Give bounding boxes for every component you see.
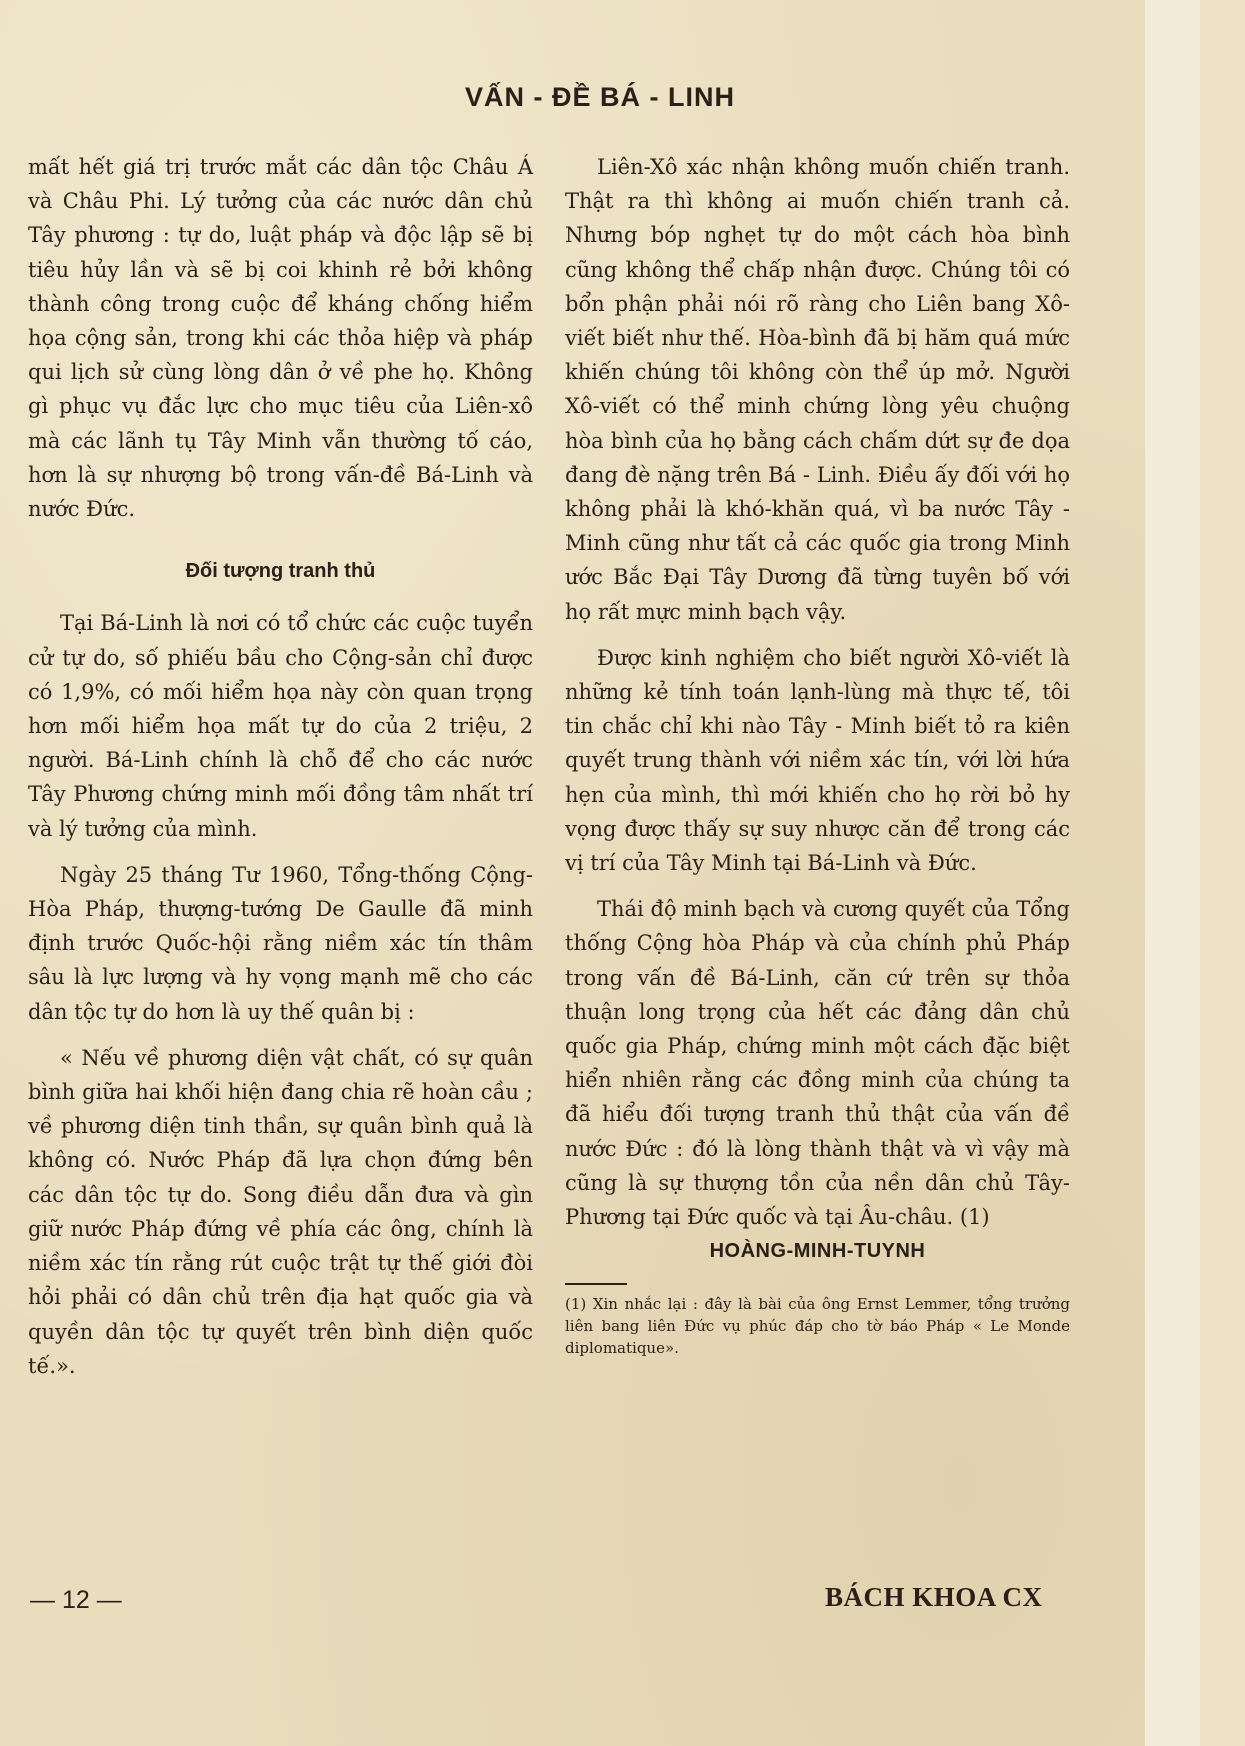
left-paragraph-2: Tại Bá-Linh là nơi có tổ chức các cuộc tuyển cử tự do, số phiếu bầu cho Cộng-sản chỉ được có 1,9%, có mối hiểm họa này còn quan trọng hơn mối hiểm họa mất tự do của 2 triệu, 2 người. Bá-Linh chính là chỗ để cho các nước Tây Phương chứng minh mối đồng tâm nhất trí và lý tưởng của mình. <box>28 611 533 841</box>
left-column <box>28 150 533 1383</box>
running-header: VẤN - ĐỀ BÁ - LINH <box>465 82 735 112</box>
right-paragraph-1: Liên-Xô xác nhận không muốn chiến tranh. Thật ra thì không ai muốn chiến tranh cả. Nhưng bóp nghẹt tự do một cách hòa bình cũng không thể chấp nhận được. Chúng tôi có bổn phận phải nói rõ ràng cho Liên bang Xô-viết biết như thế. Hòa-bình đã bị hăm quá mức khiến chúng tôi không còn thể úp mở. Người Xô-viết có thể minh chứng lòng yêu chuộng hòa bình của họ bằng cách chấm dứt sự đe dọa đang đè nặng trên Bá - Linh. Điều ấy đối với họ không phải là khó-khăn quá, vì ba nước Tây - Minh cũng như tất cả các quốc gia trong Minh ước Bắc Đại Tây Dương đã từng tuyên bố với họ rất mực minh bạch vậy. <box>565 155 1070 624</box>
footnote-rule <box>565 1283 627 1285</box>
section-subheading: Đối tượng tranh thủ <box>185 560 376 583</box>
right-paragraph-2: Được kinh nghiệm cho biết người Xô-viết là những kẻ tính toán lạnh-lùng mà thực tế, tôi tin chắc chỉ khi nào Tây - Minh biết tỏ ra kiên quyết trung thành với niềm xác tín, với lời hứa hẹn của mình, thì mới khiến cho họ rời bỏ hy vọng được thấy sự suy nhược căn để trong các vị trí của Tây Minh tại Bá-Linh và Đức. <box>565 645 1070 876</box>
left-paragraph-4-quote: « Nếu về phương diện vật chất, có sự quân bình giữa hai khối hiện đang chia rẽ hoàn cầu ; về phương diện tinh thần, sự quân bình quả là không có. Nước Pháp đã lựa chọn đứng bên các dân tộc tự do. Song điều dẫn đưa và gìn giữ nước Pháp đứng về phía các ông, chính là niềm xác tín rằng rút cuộc trật tự thế giới đòi hỏi phải có dân chủ trên địa hạt quốc gia và quyền dân tộc tự quyết trên bình diện quốc tế.». <box>28 1045 533 1378</box>
author-signature: HOÀNG-MINH-TUYNH <box>709 1240 926 1263</box>
magazine-name: BÁCH KHOA CX <box>825 1582 1043 1612</box>
right-paragraph-3: Thái độ minh bạch và cương quyết của Tổng thống Cộng hòa Pháp và của chính phủ Pháp trong vấn đề Bá-Linh, căn cứ trên sự thỏa thuận long trọng của hết các đảng dân chủ quốc gia Pháp, chứng minh một cách đặc biệt hiển nhiên rằng các đồng minh của chúng ta đã hiểu đối tượng tranh thủ thật của vấn đề nước Đức : đó là lòng thành thật và vì vậy mà cũng là sự thượng tồn của nền dân chủ Tây-Phương tại Đức quốc và tại Âu-châu. (1) <box>565 897 1070 1230</box>
footnote: (1) Xin nhắc lại : đây là bài của ông Ernst Lemmer, tổng trưởng liên bang liên Đức vụ phúc đáp cho tờ báo Pháp « Le Monde diplomatique». <box>565 1294 1070 1357</box>
right-column <box>565 150 1070 1359</box>
torn-page-edge <box>1145 0 1200 1746</box>
page-number: — 12 — <box>30 1586 122 1614</box>
left-paragraph-1: mất hết giá trị trước mắt các dân tộc Châu Á và Châu Phi. Lý tưởng của các nước dân chủ Tây phương : tự do, luật pháp và độc lập sẽ bị tiêu hủy lần và sẽ bị coi khinh rẻ bởi không thành công trong cuộc để kháng chống hiểm họa cộng sản, trong khi các thỏa hiệp và pháp qui lịch sử cùng lòng dân ở về phe họ. Không gì phục vụ đắc lực cho mục tiêu của Liên-xô mà các lãnh tụ Tây Minh vẫn thường tố cáo, hơn là sự nhượng bộ trong vấn-đề Bá-Linh và nước Đức. <box>28 155 533 522</box>
left-paragraph-3: Ngày 25 tháng Tư 1960, Tổng-thống Cộng-Hòa Pháp, thượng-tướng De Gaulle đã minh định trước Quốc-hội rằng niềm xác tín thâm sâu là lực lượng và hy vọng mạnh mẽ cho các dân tộc tự do hơn là uy thế quân bị : <box>28 862 533 1024</box>
